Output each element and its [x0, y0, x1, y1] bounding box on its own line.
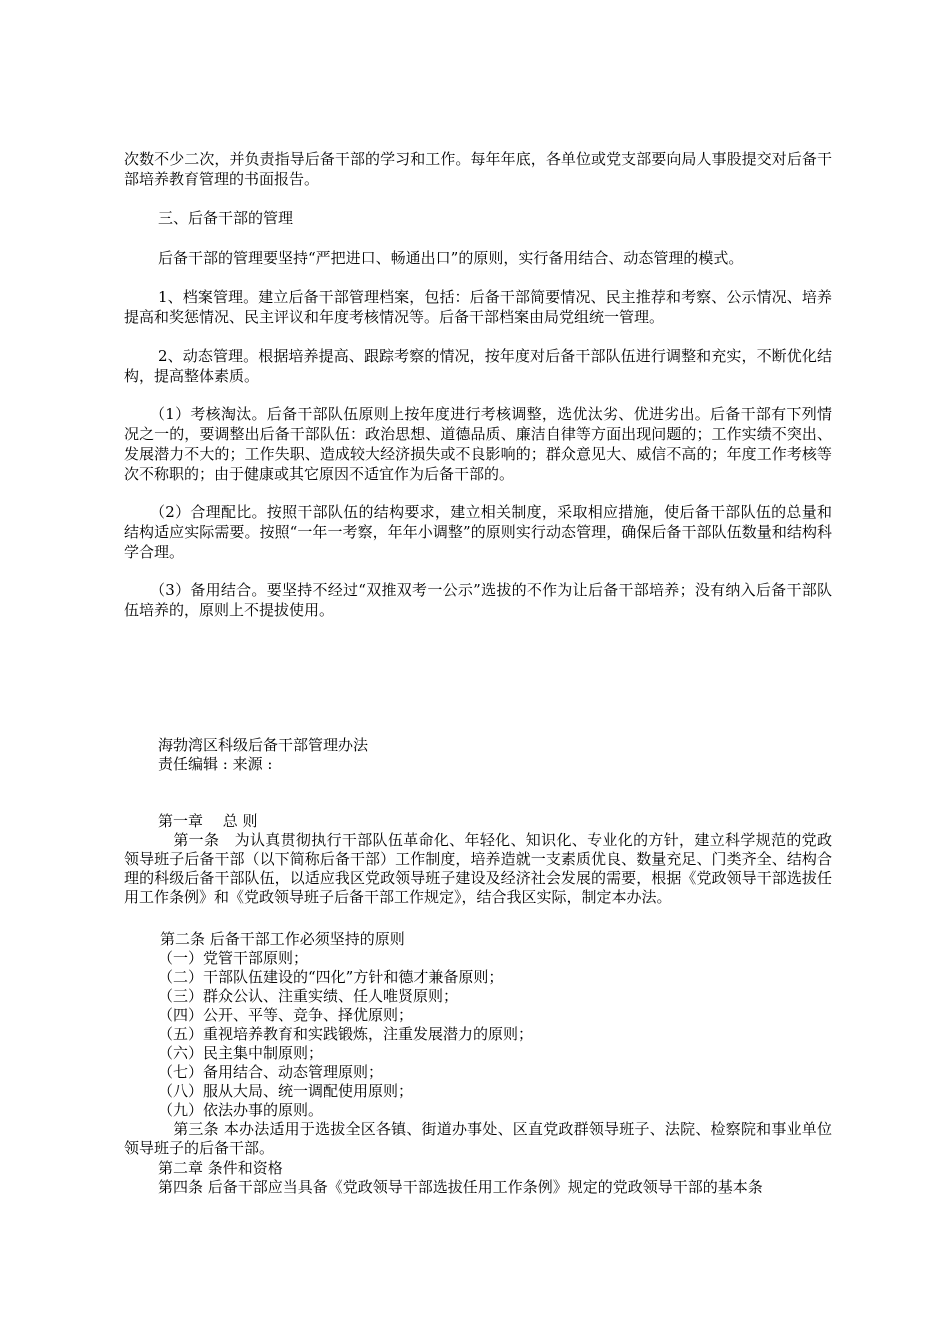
editor-source-line: 责任编辑 : 来源 :: [158, 755, 273, 773]
paragraph-reasonable-ratio: （2）合理配比。按照干部队伍的结构要求，建立相关制度，采取相应措施，使后备干部队伍的总量和结构适应实际需要。按照“一年一考察，年年小调整”的原则实行动态管理，确保后备干部队伍数量和结构科学合理。: [124, 503, 832, 561]
document-title: 海勃湾区科级后备干部管理办法: [158, 736, 369, 754]
list-item: （二）干部队伍建设的“四化”方针和德才兼备原则；: [158, 968, 504, 986]
list-item: （三）群众公认、注重实绩、任人唯贤原则；: [158, 987, 459, 1005]
chapter-2-heading: 第二章 条件和资格: [158, 1159, 283, 1177]
paragraph-management-principle: 后备干部的管理要坚持“严把进口、畅通出口”的原则，实行备用结合、动态管理的模式。: [158, 249, 744, 267]
article-2-heading: 第二条 后备干部工作必须坚持的原则: [160, 930, 405, 948]
chapter-1-heading: 第一章 总 则: [158, 812, 258, 830]
list-item: （五）重视培养教育和实践锻炼，注重发展潜力的原则；: [158, 1025, 534, 1043]
article-4: 第四条 后备干部应当具备《党政领导干部选拔任用工作条例》规定的党政领导干部的基本条: [158, 1178, 763, 1196]
paragraph-combined-use: （3）备用结合。要坚持不经过“双推双考一公示”选拔的不作为让后备干部培养；没有纳入后备干部队伍培养的，原则上不提拔使用。: [124, 581, 832, 619]
paragraph-continuation: 次数不少二次，并负责指导后备干部的学习和工作。每年年底，各单位或党支部要向局人事股提交对后备干部培养教育管理的书面报告。: [124, 150, 832, 188]
list-item: （四）公开、平等、竞争、择优原则；: [158, 1006, 414, 1024]
article-3: 第三条 本办法适用于选拔全区各镇、街道办事处、区直党政群领导班子、法院、检察院和事业单位领导班子的后备干部。: [124, 1120, 832, 1157]
list-item: （九）依法办事的原则。: [158, 1101, 324, 1119]
list-item: （一）党管干部原则；: [158, 949, 309, 967]
list-item: （六）民主集中制原则；: [158, 1044, 324, 1062]
list-item: （七）备用结合、动态管理原则；: [158, 1063, 384, 1081]
paragraph-dynamic-management: 2、动态管理。根据培养提高、跟踪考察的情况，按年度对后备干部队伍进行调整和充实，不断优化结构，提高整体素质。: [124, 347, 832, 385]
list-item: （八）服从大局、统一调配使用原则；: [158, 1082, 414, 1100]
paragraph-assessment-elimination: （1）考核淘汰。后备干部队伍原则上按年度进行考核调整，选优汰劣、优进劣出。后备干部有下列情况之一的，要调整出后备干部队伍：政治思想、道德品质、廉洁自律等方面出现问题的；工作实绩不突出、发展潜力不大的；工作失职、造成较大经济损失或不良影响的；群众意见大、威信不高的；年度工作考核等次不称职的；由于健康或其它原因不适宜作为后备干部的。: [124, 405, 832, 483]
section-heading-3: 三、后备干部的管理: [158, 209, 294, 227]
paragraph-archive-management: 1、档案管理。建立后备干部管理档案，包括：后备干部简要情况、民主推荐和考察、公示情况、培养提高和奖惩情况、民主评议和年度考核情况等。后备干部档案由局党组统一管理。: [124, 288, 832, 326]
article-1: 第一条 为认真贯彻执行干部队伍革命化、年轻化、知识化、专业化的方针，建立科学规范的党政领导班子后备干部（以下简称后备干部）工作制度，培养造就一支素质优良、数量充足、门类齐全、结构合理的科级后备干部队伍，以适应我区党政领导班子建设及经济社会发展的需要，根据《党政领导干部选拔任用工作条例》和《党政领导班子后备干部工作规定》，结合我区实际，制定本办法。: [124, 831, 832, 906]
